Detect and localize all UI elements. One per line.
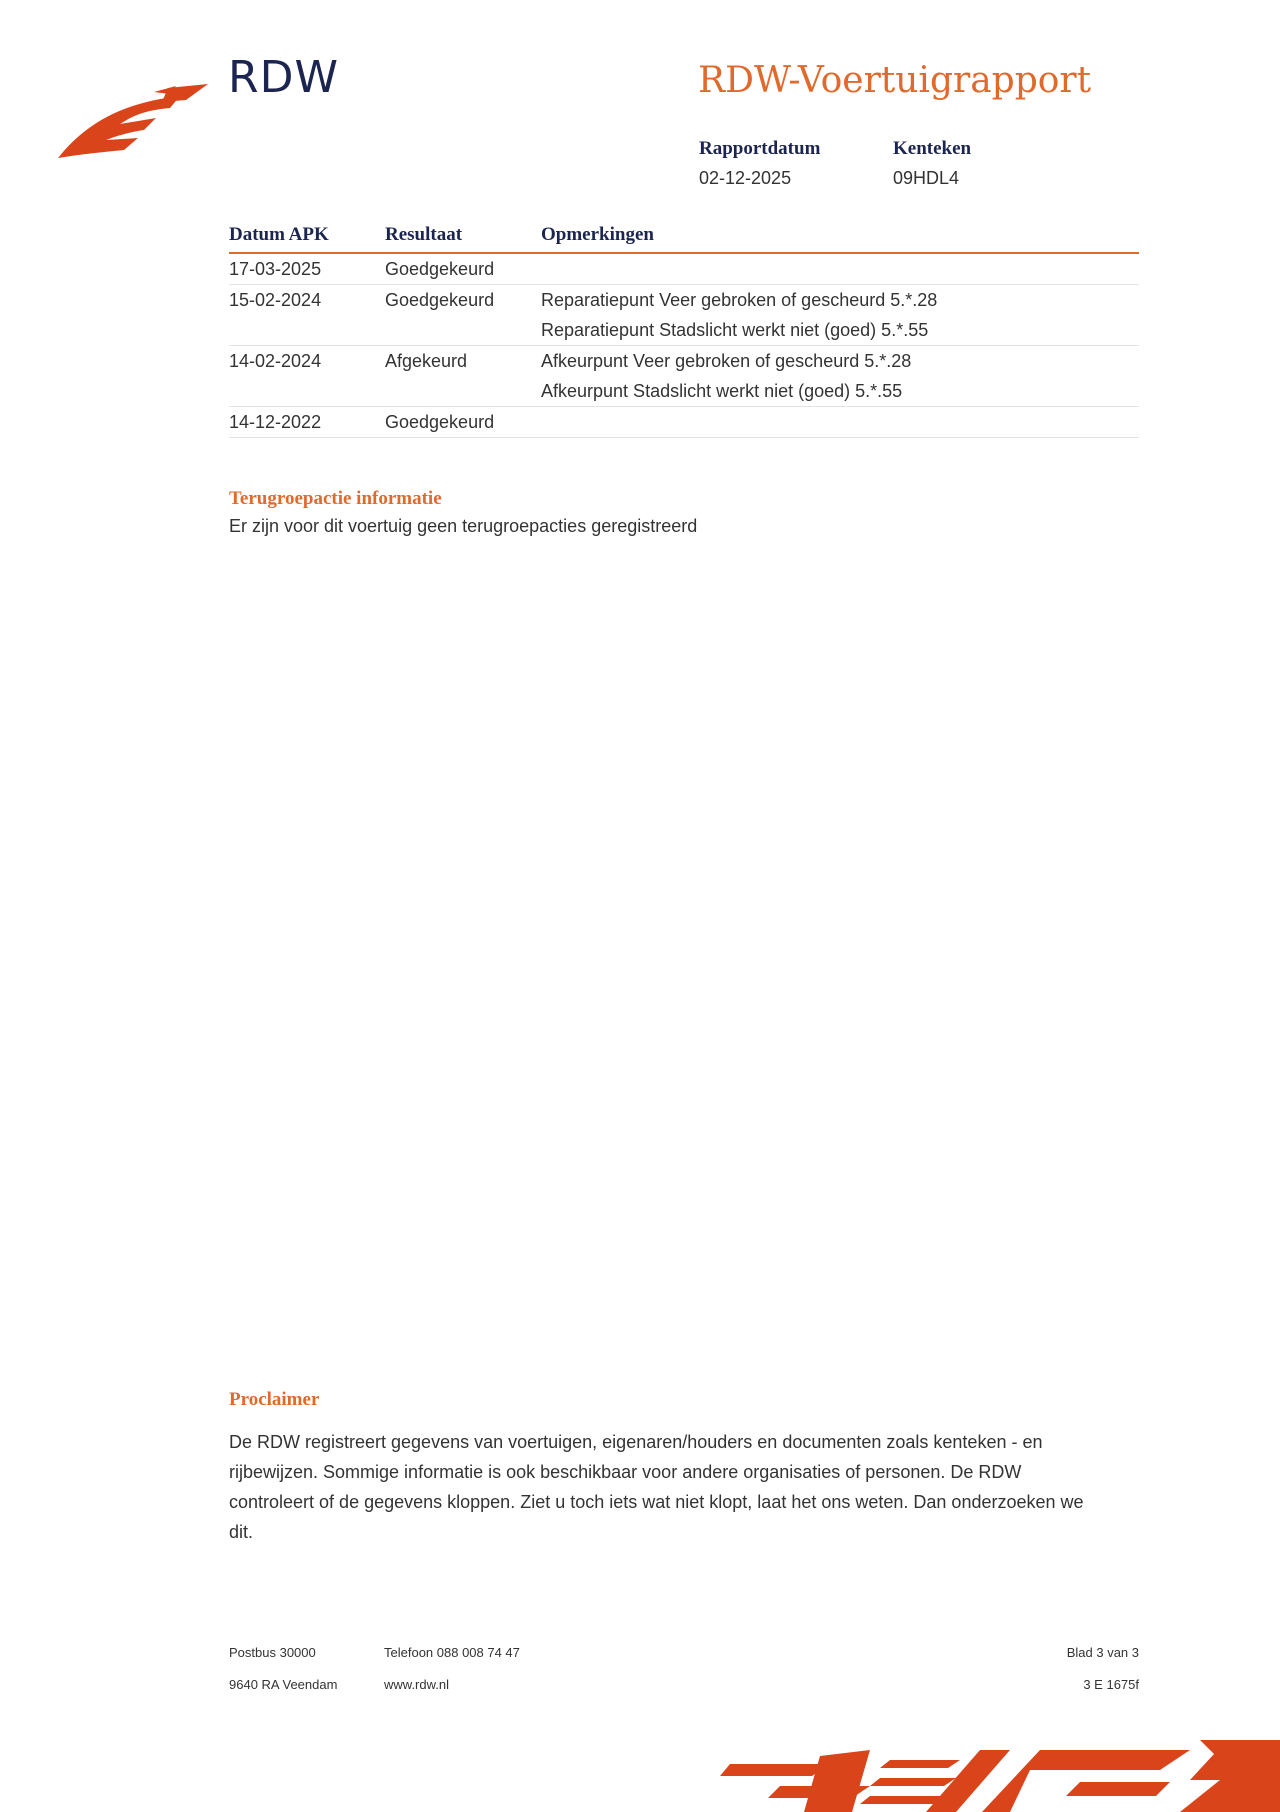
apk-remarks-cell [541,407,1139,438]
apk-remarks-cell [541,253,1139,285]
footer-website-link[interactable]: www.rdw.nl [384,1677,450,1692]
table-row [229,407,1139,438]
table-row [229,346,1139,407]
column-header-remarks: Opmerkingen [541,224,1139,253]
remark-line: Reparatiepunt Stadslicht werkt niet (goed) 5.*.55 [541,320,929,340]
footer-document-code: 3 E 1675f [1083,1677,1139,1692]
plate-block [893,138,971,189]
plate-label: Kenteken [893,138,972,159]
proclaimer-section-title: Proclaimer [229,1389,320,1410]
column-header-result: Resultaat [385,224,541,253]
apk-result-cell: Goedgekeurd [385,412,495,432]
report-date-label: Rapportdatum [699,138,821,159]
apk-remarks-cell [541,285,1139,346]
remark-line: Afkeurpunt Veer gebroken of gescheurd 5.*.28 [541,351,912,371]
apk-date-cell: 14-02-2024 [229,351,322,371]
footer-page-number: Blad 3 van 3 [1066,1645,1139,1660]
plate-value: 09HDL4 [893,168,960,188]
apk-remarks-cell [541,346,1139,407]
proclaimer-section-text: De RDW registreert gegevens van voertuigen, eigenaren/houders en documenten zoals kenteken - en rijbewijzen. Sommige informatie is ook beschikbaar voor andere organisaties of personen. De RDW controleert of de gegevens kloppen. Ziet u toch iets wat niet klopt, laat het ons weten. Dan onderzoeken we dit. [229,1432,1084,1542]
remark-line: Reparatiepunt Veer gebroken of gescheurd 5.*.28 [541,290,938,310]
footer-city: 9640 RA Veendam [229,1677,338,1692]
footer-phone: Telefoon 088 008 74 47 [384,1645,520,1660]
column-header-date: Datum APK [229,224,385,253]
document-title: RDW-Voertuigrapport [698,60,1092,101]
apk-date-cell: 14-12-2022 [229,412,322,432]
apk-history-table [229,224,1139,438]
table-header-row [229,224,1139,253]
apk-date-cell: 17-03-2025 [229,259,322,279]
remark-line: Afkeurpunt Stadslicht werkt niet (goed) 5.*.55 [541,381,903,401]
report-date-value: 02-12-2025 [699,168,792,188]
apk-date-cell: 15-02-2024 [229,290,322,310]
report-date-block [699,138,820,189]
decorative-stripes-icon [720,1740,1280,1812]
rdw-logo-icon [58,80,208,162]
apk-result-cell: Afgekeurd [385,351,468,371]
brand-name: RDW [228,52,339,103]
apk-result-cell: Goedgekeurd [385,290,495,310]
recall-section-title: Terugroepactie informatie [229,488,442,509]
table-row [229,253,1139,285]
apk-result-cell: Goedgekeurd [385,259,495,279]
table-row [229,285,1139,346]
footer-postbus: Postbus 30000 [229,1645,316,1660]
recall-section-text: Er zijn voor dit voertuig geen terugroepacties geregistreerd [229,516,698,536]
